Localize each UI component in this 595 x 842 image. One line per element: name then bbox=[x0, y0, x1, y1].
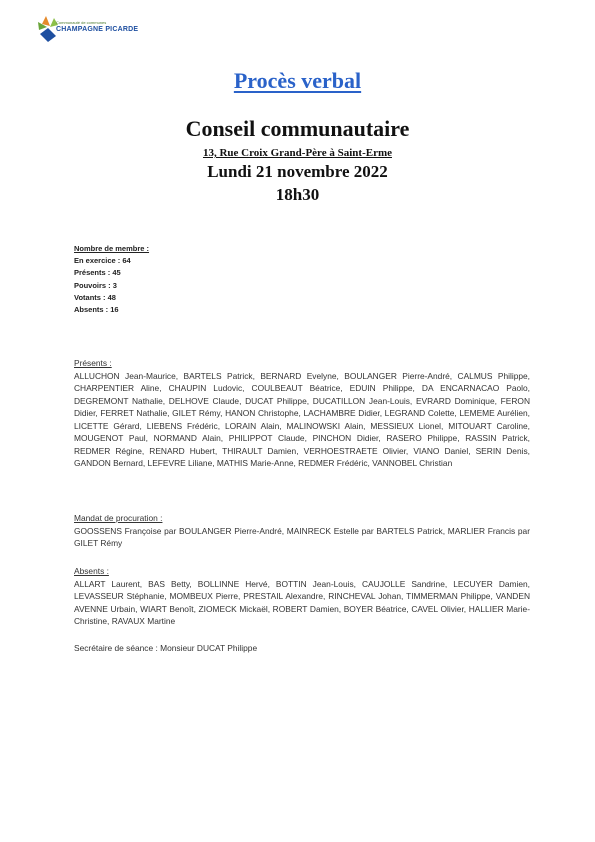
count-en-exercice: En exercice : 64 bbox=[74, 256, 131, 266]
presents-section bbox=[74, 357, 530, 470]
count-pouvoirs: Pouvoirs : 3 bbox=[74, 280, 117, 290]
member-counts bbox=[74, 243, 149, 316]
logo-small-text: Communauté de communes bbox=[56, 20, 107, 25]
mandat-header: Mandat de procuration : bbox=[74, 513, 163, 523]
meeting-address: 13, Rue Croix Grand-Père à Saint-Erme bbox=[202, 147, 392, 159]
meeting-date: Lundi 21 novembre 2022 bbox=[207, 162, 388, 181]
presents-header: Présents : bbox=[74, 358, 112, 368]
count-presents: Présents : 45 bbox=[74, 268, 121, 278]
mandat-list: GOOSSENS Françoise par BOULANGER Pierre-André, MAINRECK Estelle par BARTELS Patrick, MARLIER Francis par GILET Rémy bbox=[74, 525, 530, 548]
meeting-time: 18h30 bbox=[275, 185, 320, 204]
absents-list: ALLART Laurent, BAS Betty, BOLLINNE Hervé, BOTTIN Jean-Louis, CAUJOLLE Sandrine, LECUYER Damien, LEVASSEUR Stéphanie, MOMBEUX Pierre, PRESTAIL Alexandre, RINCHEVAL Johan, TIMMERMAN Philippe, VANDEN AVENNE Urbain, WIART Benoît, ZIOMECK Mickaël, ROBERT Damien, BOYER Béatrice, CAVEL Olivier, HALLIER Marie-Christine, RAVAUX Martine bbox=[74, 578, 530, 626]
count-votants: Votants : 48 bbox=[74, 292, 116, 302]
document-title: Procès verbal bbox=[233, 68, 362, 93]
organization-logo bbox=[36, 14, 146, 48]
count-absents: Absents : 16 bbox=[74, 305, 119, 315]
presents-list: ALLUCHON Jean-Maurice, BARTELS Patrick, BERNARD Evelyne, BOULANGER Pierre-André, CALMUS Philippe, CHARPENTIER Aline, CHAUPIN Ludovic, COULBEAUT Béatrice, EDUIN Philippe, DA ENCARNACAO Paolo, DEGREMONT Nathalie, DELHOVE Claude, DUCAT Philippe, DUCATILLON Jean-Louis, EVRARD Dominique, FERON Didier, FERRET Nathalie, GILET Rémy, HANON Christophe, LACHAMBRE Didier, LEGRAND Colette, LEMEME Aurélien, LICETTE Gérard, LIEBENS Frédéric, LORAIN Alain, MALINOWSKI Alain, MESSIEUX Lionel, MITOUART Caroline, MOUGENOT Paul, NORMAND Alain, PHILIPPOT Claude, PINCHON Didier, RASERO Philippe, RASSIN Patrick, REDMER Régine, RENARD Hubert, THIRAULT Damien, VERHOESTRAETE Olivier, VIANO Daniel, SERIN Denis, GANDON Bernard, LEFEVRE Liliane, MATHIS Marie-Anne, REDMER Frédéric, VANNOBEL Christian bbox=[74, 370, 530, 468]
member-counts-header: Nombre de membre : bbox=[74, 244, 150, 253]
absents-section bbox=[74, 565, 530, 628]
absents-header: Absents : bbox=[74, 566, 109, 576]
secretaire-section bbox=[74, 642, 530, 655]
meeting-title: Conseil communautaire bbox=[185, 116, 410, 141]
secretaire-text: Secrétaire de séance : Monsieur DUCAT Philippe bbox=[74, 643, 258, 653]
logo-name: CHAMPAGNE PICARDE bbox=[56, 26, 139, 33]
mandat-section bbox=[74, 512, 530, 550]
